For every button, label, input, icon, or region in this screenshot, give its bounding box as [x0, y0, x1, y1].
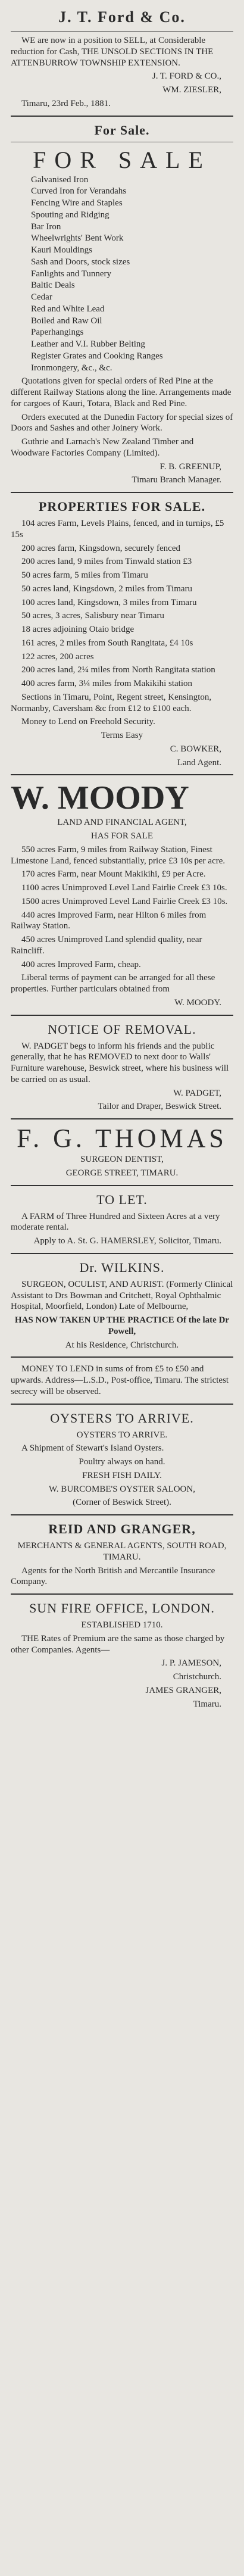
list-item: Money to Lend on Freehold Security. — [21, 717, 155, 727]
oysters-heading: OYSTERS TO ARRIVE. — [50, 1410, 194, 1426]
oysters-advert — [11, 1411, 233, 1509]
divider — [11, 1404, 233, 1405]
list-item: 1500 acres Unimproved Level Land Fairlie Creek £3 10s. — [21, 896, 228, 906]
properties-terms: Terms Easy — [101, 731, 143, 740]
forsale-advert — [11, 123, 233, 486]
list-item: 18 acres adjoining Otaio bridge — [21, 625, 134, 634]
list-item: 200 acres land, 9 miles from Tinwald station £3 — [21, 557, 192, 567]
moody-sig: W. MOODY. — [174, 997, 221, 1008]
list-item: 440 acres Improved Farm, near Hilton 6 miles from Railway Station. — [11, 910, 207, 931]
list-item: 122 acres, 200 acres — [21, 651, 94, 662]
tolet-body: A FARM of Three Hundred and Sixteen Acres at a very moderate rental. — [11, 1211, 220, 1233]
reid-title: REID AND GRANGER, — [48, 1521, 196, 1536]
list-item: Wheelwrights' Bent Work — [31, 233, 124, 244]
list-item: 450 acres Unimproved Land splendid quality, near Raincliff. — [11, 935, 202, 956]
forsale-heading: For Sale. — [94, 122, 150, 138]
forsale-banner: FOR SALE — [33, 146, 211, 173]
list-item: 50 acres farm, 5 miles from Timaru — [21, 570, 148, 580]
forsale-sig: F. B. GREENUP, — [159, 461, 221, 472]
oysters-fish: FRESH FISH DAILY. — [82, 1470, 162, 1480]
list-item: 1100 acres Unimproved Level Land Fairlie Creek £3 10s. — [21, 883, 227, 893]
divider — [11, 492, 233, 493]
list-item: 100 acres land, Kingsdown, 3 miles from Timaru — [21, 597, 197, 607]
divider — [11, 1253, 233, 1254]
list-item: 161 acres, 2 miles from South Rangitata, £4 10s — [21, 638, 193, 648]
list-item: 400 acres Improved Farm, cheap. — [21, 959, 141, 969]
wilkins-heading: Dr. WILKINS. — [79, 1259, 165, 1275]
reid-advert — [11, 1521, 233, 1588]
list-item: Sections in Timaru, Point, Regent street, Kensington, Normanby, Caversham &c from £12 to £100 each. — [11, 692, 212, 713]
oysters-sub: OYSTERS TO ARRIVE. — [76, 1430, 168, 1440]
ford-title: J. T. Ford & Co. — [58, 8, 186, 26]
list-item: Bar Iron — [31, 222, 61, 232]
properties-heading: PROPERTIES FOR SALE. — [38, 499, 206, 514]
divider — [11, 1356, 233, 1358]
list-item: Register Grates and Cooking Ranges — [31, 351, 163, 361]
sunfire-sig2: Christchurch. — [173, 1672, 221, 1682]
divider — [11, 1593, 233, 1595]
thomas-title: F. G. THOMAS — [17, 1124, 227, 1153]
wilkins-notice: HAS NOW TAKEN UP THE PRACTICE Of the late Dr Powell, — [14, 1315, 230, 1336]
forsale-p2: Orders executed at the Dunedin Factory for special sizes of Doors and Sashes and other Joinery Work. — [11, 412, 233, 434]
list-item: 550 acres Farm, 9 miles from Railway Station, Finest Limestone Land, fenced substantially, price £3 10s per acre. — [11, 844, 226, 866]
tolet-heading: TO LET. — [96, 1192, 148, 1207]
list-item: 104 acres Farm, Levels Plains, fenced, and in turnips, £5 15s — [11, 519, 224, 539]
list-item: Sash and Doors, stock sizes — [31, 257, 130, 267]
reid-sub: MERCHANTS & GENERAL AGENTS, SOUTH ROAD, TIMARU. — [17, 1541, 227, 1562]
sunfire-sig4: Timaru. — [193, 1699, 221, 1709]
money-body: MONEY TO LEND in sums of from £5 to £50 and upwards. Address—L.S.D., Post-office, Timaru. The strictest secrecy will be observed. — [11, 1364, 229, 1396]
list-item: Red and White Lead — [31, 304, 105, 314]
list-item: Fencing Wire and Staples — [31, 198, 123, 208]
sunfire-title: SUN FIRE OFFICE, LONDON. — [29, 1601, 215, 1616]
removal-sig2: Tailor and Draper, Beswick Street. — [98, 1102, 221, 1112]
thomas-advert — [11, 1125, 233, 1179]
removal-sig: W. PADGET, — [173, 1088, 221, 1098]
divider — [11, 1118, 233, 1119]
list-item: Galvanised Iron — [31, 174, 89, 185]
properties-sig: C. BOWKER, — [170, 744, 221, 754]
removal-advert — [11, 1022, 233, 1113]
divider — [11, 1015, 233, 1016]
oysters-poultry: Poultry always on hand. — [79, 1457, 165, 1467]
ford-sig2: WM. ZIESLER, — [162, 85, 221, 95]
moody-advert — [11, 781, 233, 1008]
wilkins-body: SURGEON, OCULIST, AND AURIST. (Formerly Clinical Assistant to Drs Bowman and Critchett, Royal Ophthalmic Hospital, Moorfield, London) Late of Melbourne, — [11, 1279, 233, 1312]
sunfire-sig: J. P. JAMESON, — [161, 1658, 221, 1669]
list-item: 400 acres farm, 3¼ miles from Makikihi station — [21, 679, 193, 688]
sunfire-body: THE Rates of Premium are the same as those charged by other Companies. Agents— — [11, 1633, 225, 1655]
list-item: 200 acres farm, Kingsdown, securely fenced — [21, 543, 180, 553]
moody-sub: LAND AND FINANCIAL AGENT, — [57, 818, 187, 828]
forsale-list — [11, 174, 233, 374]
divider — [11, 1514, 233, 1515]
divider — [11, 31, 233, 32]
divider — [11, 116, 233, 117]
list-item: Ironmongery, &c., &c. — [31, 363, 112, 373]
list-item: Leather and V.I. Rubber Belting — [31, 339, 145, 349]
tolet-advert — [11, 1192, 233, 1247]
thomas-addr: GEORGE STREET, TIMARU. — [65, 1168, 179, 1178]
list-item: Fanlights and Tunnery — [31, 269, 112, 279]
money-advert — [11, 1364, 233, 1397]
ford-advert — [11, 0, 233, 110]
ford-sig1: J. T. FORD & CO., — [152, 71, 221, 82]
forsale-p3: Guthrie and Larnach's New Zealand Timber and Woodware Factories Company (Limited). — [11, 437, 194, 458]
forsale-p1: Quotations given for special orders of Red Pine at the different Railway Stations along the line. Arrangements made for cargoes of Kauri, Totara, Black and Red Pine. — [11, 376, 232, 408]
moody-hassale: HAS FOR SALE — [90, 831, 154, 841]
ford-body: WE are now in a position to SELL, at Considerable reduction for Cash, THE UNSOLD SECTIONS IN THE ATTENBURROW TOWNSHIP EXTENSION. — [11, 36, 214, 68]
list-item: 50 acres land, Kingsdown, 2 miles from Timaru — [21, 584, 193, 594]
list-item: 50 acres, 3 acres, Salisbury near Timaru — [21, 611, 164, 621]
tolet-apply: Apply to A. St. G. HAMERSLEY, Solicitor, Timaru. — [33, 1236, 221, 1246]
thomas-sub: SURGEON DENTIST, — [80, 1155, 164, 1164]
wilkins-advert — [11, 1260, 233, 1351]
properties-advert — [11, 499, 233, 768]
ford-date: Timaru, 23rd Feb., 1881. — [21, 98, 111, 108]
moody-title: W. MOODY — [11, 779, 189, 817]
oysters-saloon: W. BURCOMBE'S OYSTER SALOON, — [49, 1484, 195, 1494]
list-item: Curved Iron for Verandahs — [31, 186, 127, 197]
list-item: Paperhangings — [31, 328, 84, 338]
wilkins-addr: At his Residence, Christchurch. — [65, 1340, 179, 1350]
forsale-sig2: Timaru Branch Manager. — [132, 475, 221, 485]
oysters-body: A Shipment of Stewart's Island Oysters. — [21, 1443, 164, 1454]
list-item: Kauri Mouldings — [31, 245, 92, 255]
oysters-corner: (Corner of Beswick Street). — [73, 1498, 171, 1508]
divider — [11, 1185, 233, 1186]
sunfire-sig3: JAMES GRANGER, — [145, 1685, 221, 1695]
divider — [11, 774, 233, 775]
properties-sig2: Land Agent. — [177, 757, 221, 768]
reid-body: Agents for the North British and Mercantile Insurance Company. — [11, 1565, 215, 1587]
list-item: 170 acres Farm, near Mount Makikihi, £9 per Acre. — [21, 869, 206, 880]
removal-body: W. PADGET begs to inform his friends and the public generally, that he has REMOVED to next door to Walls' Furniture warehouse, Beswick street, where his business will be carried on as usual. — [11, 1041, 229, 1084]
list-item: 200 acres land, 2¼ miles from North Rangitata station — [21, 665, 215, 675]
list-item: Cedar — [31, 292, 52, 302]
list-item: Spouting and Ridging — [31, 210, 110, 220]
moody-p: Liberal terms of payment can be arranged for all these properties. Further particulars obtained from — [11, 973, 215, 994]
list-item: Boiled and Raw Oil — [31, 316, 102, 326]
list-item: Baltic Deals — [31, 280, 75, 291]
sunfire-advert — [11, 1601, 233, 1710]
sunfire-est: ESTABLISHED 1710. — [81, 1620, 163, 1630]
removal-heading: NOTICE OF REMOVAL. — [48, 1021, 196, 1037]
